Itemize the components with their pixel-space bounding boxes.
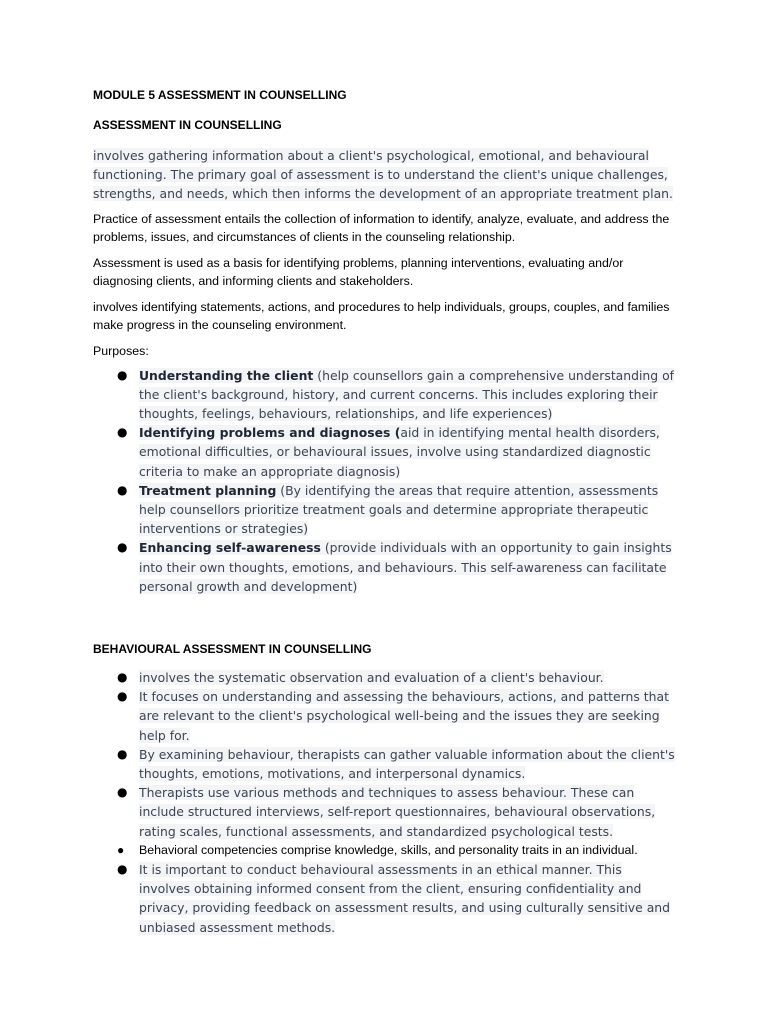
bullet-icon: ● [117, 425, 128, 440]
section-heading-assessment: ASSESSMENT IN COUNSELLING [93, 118, 282, 132]
bullet-icon: ● [117, 842, 125, 857]
bullet-icon: ● [117, 367, 128, 382]
list-item-title: Understanding the client [139, 367, 314, 383]
list-item-text: (help counsellors gain a comprehensive understanding of the client's background, history, and current concerns. This includes exploring their thoughts, feelings, behaviours, relationships, and life experiences) [139, 367, 675, 422]
paragraph-statements: involves identifying statements, actions, and procedures to help individuals, groups, couples, and families make progress in the counseling environment. [93, 299, 670, 332]
list-item-text: involves the systematic observation and evaluation of a client's behaviour. [139, 670, 604, 686]
list-item [93, 481, 676, 539]
behavioural-list [93, 668, 676, 937]
bullet-icon: ● [117, 689, 128, 704]
bullet-icon: ● [117, 540, 128, 555]
intro-text: involves gathering information about a client's psychological, emotional, and behavioural functioning. The primary goal of assessment is to understand the client's unique challenges, strengths, and needs, which then informs the development of an appropriate treatment plan. [93, 148, 673, 202]
paragraph-basis: Assessment is used as a basis for identifying problems, planning interventions, evaluating and/or diagnosing clients, and informing clients and stakeholders. [93, 255, 624, 288]
list-item-text: It focuses on understanding and assessing the behaviours, actions, and patterns that are relevant to the client's psychological well-being and the issues they are seeking help for. [139, 689, 669, 743]
intro-paragraph [93, 146, 676, 204]
list-item [93, 783, 676, 841]
list-item [93, 745, 676, 783]
list-item-text: (By identifying the areas that require attention, assessments help counsellors prioritize treatment goals and determine appropriate therapeutic interventions or strategies) [139, 482, 659, 537]
list-item-title: Identifying problems and diagnoses ( [139, 425, 401, 441]
list-item [93, 423, 676, 481]
list-item [93, 366, 676, 424]
list-item-text: Behavioral competencies comprise knowledge, skills, and personality traits in an individual. [139, 842, 638, 857]
paragraph-practice: Practice of assessment entails the collection of information to identify, analyze, evaluate, and address the problems, issues, and circumstances of clients in the counseling relationship. [93, 211, 670, 244]
list-item [93, 538, 676, 596]
list-item [93, 668, 676, 687]
module-title: MODULE 5 ASSESSMENT IN COUNSELLING [93, 88, 347, 102]
purposes-list [93, 366, 676, 596]
list-item-text: aid in identifying mental health disorders, emotional difficulties, or behavioural issues, involve using standardized diagnostic criteria to make an appropriate diagnosis) [139, 425, 660, 479]
list-item [93, 860, 676, 937]
list-item-text: (provide individuals with an opportunity to gain insights into their own thoughts, emotions, and behaviours. This self-awareness can facilitate personal growth and development) [139, 540, 672, 594]
list-item-text: By examining behaviour, therapists can gather valuable information about the client's thoughts, emotions, motivations, and interpersonal dynamics. [139, 746, 675, 782]
section-heading-behavioural: BEHAVIOURAL ASSESSMENT IN COUNSELLING [93, 642, 372, 657]
list-item [93, 841, 676, 860]
list-item [93, 687, 676, 745]
list-item-text: Therapists use various methods and techniques to assess behaviour. These can include structured interviews, self-report questionnaires, behavioural observations, rating scales, functional assessments, and standardized psychological tests. [139, 785, 656, 839]
bullet-icon: ● [117, 746, 128, 761]
bullet-icon: ● [117, 785, 128, 800]
bullet-icon: ● [117, 482, 128, 497]
bullet-icon: ● [117, 670, 128, 685]
purposes-label: Purposes: [93, 343, 149, 358]
list-item-text: It is important to conduct behavioural assessments in an ethical manner. This involves obtaining informed consent from the client, ensuring confidentiality and privacy, providing feedback on assessment results, and using culturally sensitive and unbiased assessment methods. [139, 862, 671, 935]
list-item-title: Treatment planning [139, 482, 277, 498]
list-item-title: Enhancing self-awareness [139, 540, 321, 556]
bullet-icon: ● [117, 862, 128, 877]
